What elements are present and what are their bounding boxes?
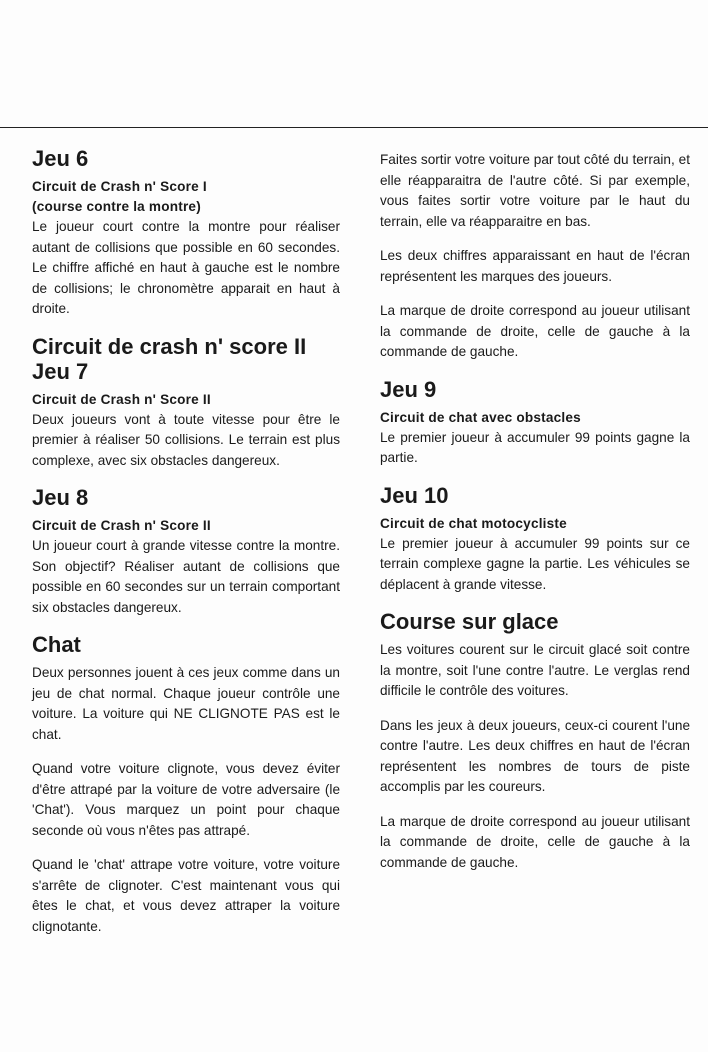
section-chat: [32, 632, 340, 937]
paragraph-chat-2: Quand votre voiture clignote, vous devez éviter d'être attrapé par la voiture de votre adversaire (le 'Chat'). Vous marquez un point pour chaque seconde où vous n'êtes pas attrapé.: [32, 761, 340, 838]
heading-jeu-6: Jeu 6: [32, 146, 89, 171]
paragraph-jeu-10: Le premier joueur à accumuler 99 points sur ce terrain complexe gagne la partie. Les véhicules se déplacent à grande vitesse.: [380, 535, 690, 592]
paragraph-jeu-9: Le premier joueur à accumuler 99 points gagne la partie.: [380, 429, 690, 465]
section-jeu-7: [32, 334, 340, 472]
heading-jeu-10: Jeu 10: [380, 482, 449, 508]
paragraph-jeu-8: Un joueur court à grande vitesse contre la montre. Son objectif? Réaliser autant de collisions que possible en 60 secondes sur un terrain comportant six obstacles dangereux.: [32, 538, 340, 615]
heading-course-sur-glace: Course sur glace: [380, 609, 559, 634]
heading-chat: Chat: [32, 632, 81, 657]
subheading-jeu-8: Circuit de Crash n' Score II: [32, 518, 211, 533]
paragraph-jeu-7: Deux joueurs vont à toute vitesse pour être le premier à réaliser 50 collisions. Le terrain est plus complexe, avec six obstacles dangereux.: [32, 411, 340, 468]
paragraph-jeu-6: Le joueur court contre la montre pour réaliser autant de collisions que possible en 60 secondes. Le chiffre affiché en haut à gauche est le nombre de collisions; le chronomètre apparait en haut à droite.: [32, 219, 340, 316]
heading-jeu-8: Jeu 8: [32, 485, 89, 510]
right-column: [380, 150, 690, 887]
left-column: [32, 140, 340, 951]
section-jeu-6: [32, 146, 340, 320]
heading-crash-score-2: Circuit de crash n' score II: [32, 333, 307, 359]
paragraph-right-3: La marque de droite correspond au joueur utilisant la commande de droite, celle de gauche à la commande de gauche.: [380, 303, 690, 359]
section-course-sur-glace: [380, 609, 690, 873]
header-rule: [0, 127, 708, 128]
section-jeu-10: [380, 483, 690, 596]
section-jeu-8: [32, 485, 340, 618]
paragraph-glace-1: Les voitures courent sur le circuit glacé soit contre la montre, soit l'une contre l'autre. Le verglas rend difficile le contrôle des voitures.: [380, 642, 690, 698]
subheading-jeu-6-line1: Circuit de Crash n' Score I: [32, 179, 207, 194]
paragraph-chat-1: Deux personnes jouent à ces jeux comme dans un jeu de chat normal. Chaque joueur contrôle une voiture. La voiture qui NE CLIGNOTE PAS est le chat.: [32, 665, 340, 742]
heading-jeu-7: Jeu 7: [32, 358, 89, 384]
paragraph-glace-2: Dans les jeux à deux joueurs, ceux-ci courent l'une contre l'autre. Les deux chiffres en haut de l'écran représentent les nombres de tours de piste accomplis par les coureurs.: [380, 717, 690, 794]
heading-jeu-9: Jeu 9: [380, 376, 437, 402]
section-jeu-9: [380, 377, 690, 469]
paragraph-right-1: Faites sortir votre voiture par tout côté du terrain, et elle réapparaitra de l'autre côté. Si par exemple, vous faites sortir votre voiture par le haut du terrain, elle va réapparaitre en bas.: [380, 152, 690, 229]
subheading-jeu-7: Circuit de Crash n' Score II: [32, 391, 211, 407]
subheading-jeu-6-line2: (course contre la montre): [32, 199, 201, 214]
subheading-jeu-9: Circuit de chat avec obstacles: [380, 409, 581, 425]
paragraph-chat-3: Quand le 'chat' attrape votre voiture, votre voiture s'arrête de clignoter. C'est maintenant vous qui êtes le chat, et vous devez attraper la voiture clignotante.: [32, 857, 340, 934]
paragraph-right-2: Les deux chiffres apparaissant en haut de l'écran représentent les marques des joueurs.: [380, 248, 690, 284]
subheading-jeu-10: Circuit de chat motocycliste: [380, 515, 567, 531]
paragraph-glace-3: La marque de droite correspond au joueur utilisant la commande de droite, celle de gauche à la commande de gauche.: [380, 813, 690, 870]
